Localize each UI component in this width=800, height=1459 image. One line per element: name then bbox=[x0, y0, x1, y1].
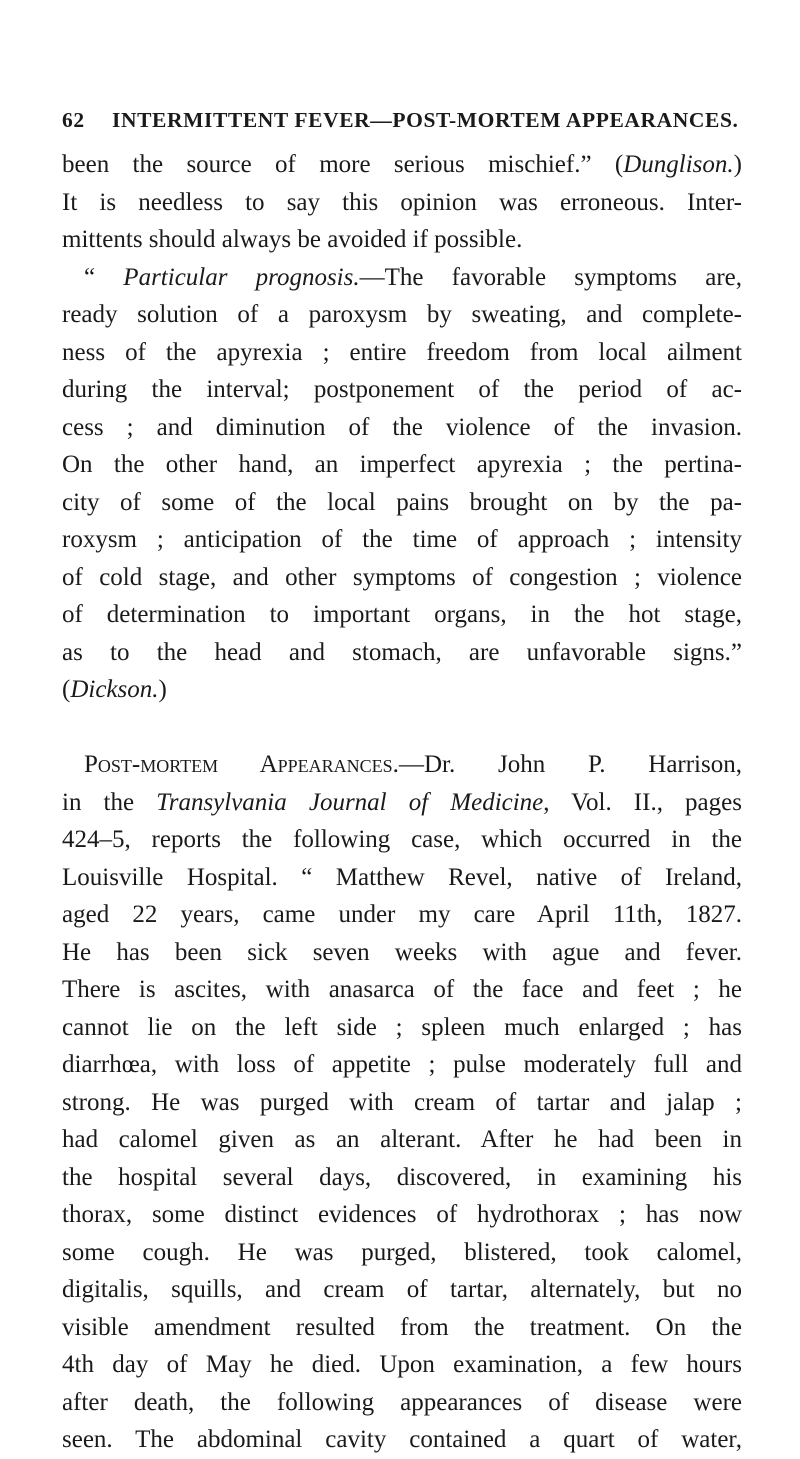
text-line: some cough. He was purged, blistered, took calomel, bbox=[62, 1238, 742, 1266]
text-line: of determination to important organs, in the hot stage, bbox=[62, 601, 742, 628]
text-line: during the interval; postponement of the period of ac- bbox=[62, 376, 742, 403]
text-line: seen. The abdominal cavity contained a quart of water, bbox=[62, 1426, 742, 1453]
text-line: been the source of more serious mischief.” (Dunglison.) bbox=[62, 151, 742, 178]
text-line: digitalis, squills, and cream of tartar, alternately, but no bbox=[62, 1276, 742, 1303]
text-line: city of some of the local pains brought on by the pa- bbox=[62, 488, 742, 516]
text-line: diarrhœa, with loss of appetite ; pulse moderately full and bbox=[62, 1051, 742, 1078]
citation: Dickson. bbox=[70, 676, 159, 703]
body-text bbox=[62, 146, 742, 1459]
text-line: ness of the apyrexia ; entire freedom from local ailment bbox=[62, 338, 742, 366]
text-line: 4th day of May he died. Upon examination, a few hours bbox=[62, 1351, 742, 1378]
text-line: after death, the following appearances of disease were bbox=[62, 1388, 742, 1416]
text-line: aged 22 years, came under my care April 11th, 1827. bbox=[62, 901, 742, 928]
text-line: roxysm ; anticipation of the time of approach ; intensity bbox=[62, 526, 742, 553]
text-line: as to the head and stomach, are unfavorable signs.” bbox=[62, 638, 742, 666]
text-line: ready solution of a paroxysm by sweating, and complete- bbox=[62, 301, 742, 328]
text-line: Post-mortem Appearances.—Dr. John P. Harrison, bbox=[84, 751, 742, 778]
journal-title: Transylvania Journal of Medicine bbox=[156, 788, 544, 816]
text-line: cannot lie on the left side ; spleen much enlarged ; has bbox=[62, 1013, 742, 1041]
text-line: strong. He was purged with cream of tartar and jalap ; bbox=[62, 1088, 742, 1116]
text-line: mittents should always be avoided if possible. bbox=[62, 226, 523, 253]
text-line: He has been sick seven weeks with ague and fever. bbox=[62, 938, 742, 966]
text-line: thorax, some distinct evidences of hydrothorax ; has now bbox=[62, 1201, 742, 1228]
text-line: “ Particular prognosis.—The favorable symptoms are, bbox=[84, 263, 742, 291]
text-line: Louisville Hospital. “ Matthew Revel, native of Ireland, bbox=[62, 863, 742, 891]
text-line: It is needless to say this opinion was erroneous. Inter- bbox=[62, 188, 742, 216]
text-line: of cold stage, and other symptoms of congestion ; violence bbox=[62, 563, 742, 591]
section-heading: Particular prognosis. bbox=[123, 263, 360, 291]
citation: Dunglison. bbox=[623, 151, 734, 178]
paragraph-gap bbox=[62, 709, 742, 747]
running-header bbox=[62, 103, 742, 137]
text-line: cess ; and diminution of the violence of the invasion. bbox=[62, 413, 742, 441]
page-number: 62 bbox=[62, 108, 85, 132]
text-line: the hospital several days, discovered, in examining his bbox=[62, 1163, 742, 1191]
section-heading: Post-mortem Appearances. bbox=[84, 751, 399, 778]
text-line: On the other hand, an imperfect apyrexia ; the pertina- bbox=[62, 451, 742, 478]
text-line: There is ascites, with anasarca of the face and feet ; he bbox=[62, 976, 742, 1003]
text-line: visible amendment resulted from the treatment. On the bbox=[62, 1313, 742, 1341]
text-line: 424–5, reports the following case, which occurred in the bbox=[62, 826, 742, 853]
running-title: INTERMITTENT FEVER—POST-MORTEM APPEARANCES. bbox=[112, 108, 739, 132]
text-line: had calomel given as an alterant. After he had been in bbox=[62, 1126, 742, 1153]
text-line: in the Transylvania Journal of Medicine, Vol. II., pages bbox=[62, 788, 742, 816]
text-line: (Dickson.) bbox=[62, 676, 167, 703]
